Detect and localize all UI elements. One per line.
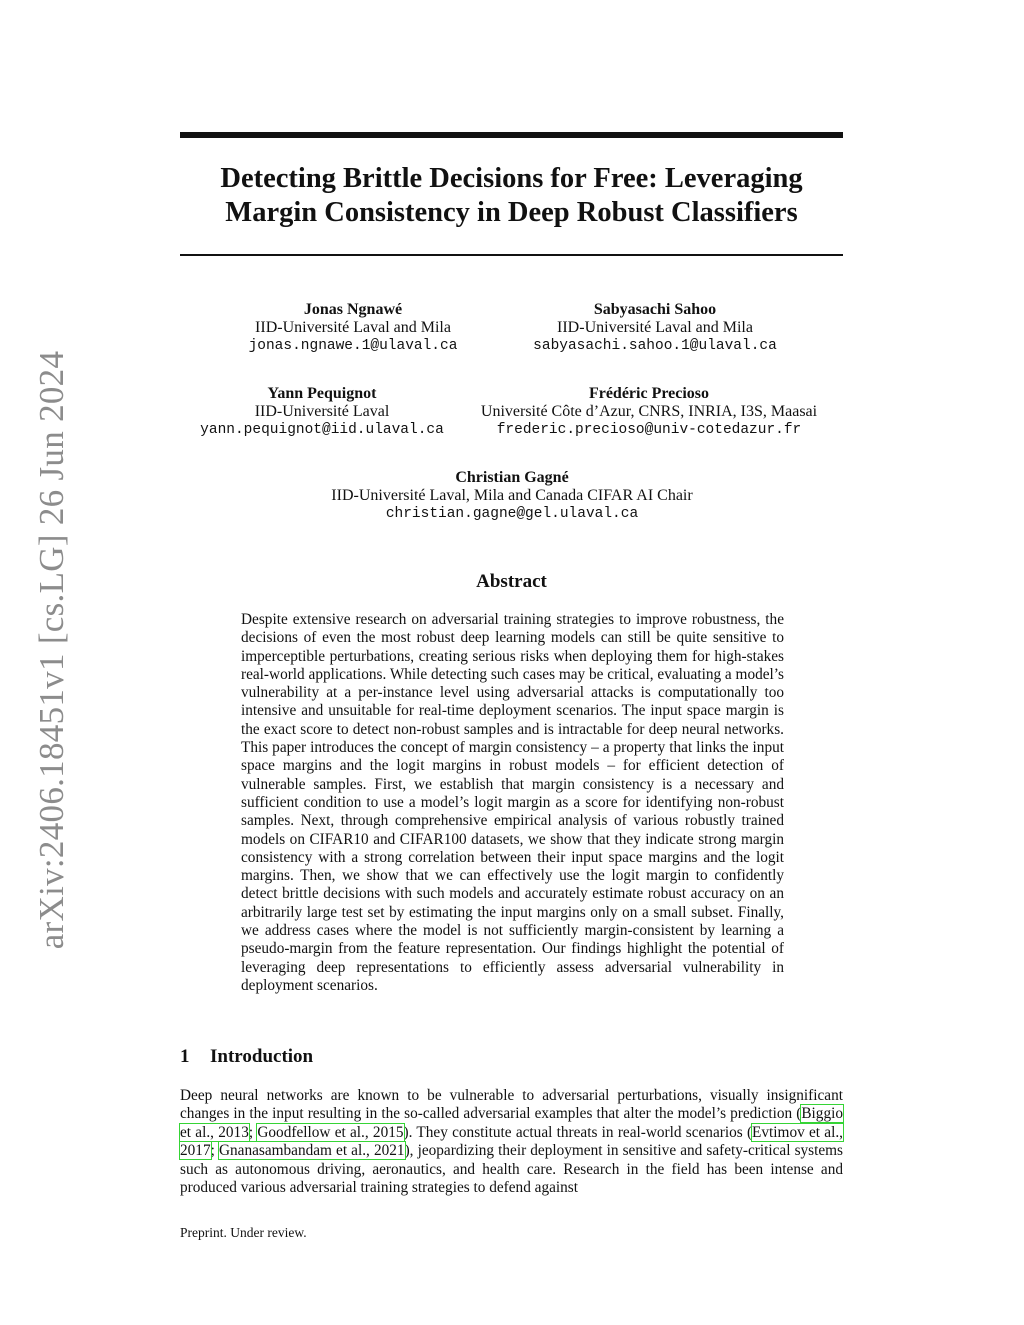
author-block [249,301,458,355]
abstract-text: Despite extensive research on adversarial training strategies to improve robustness, the decisions of even the most robust deep learning models can still be quite sensitive to imperceptible perturbations, creating serious risks when deploying them for high-stakes real-world applications. While detecting such cases may be critical, evaluating a model’s vulnerability at a per-instance level using adversarial attacks is computationally too intensive and unsuitable for real-time deployment scenarios. The input space margin is the exact score to detect non-robust samples and is intractable for deep neural networks. This paper introduces the concept of margin consistency – a property that links the input space margins and the logit margins in robust models – for efficient detection of vulnerable samples. First, we establish that margin consistency is a necessary and sufficient condition to use a model’s logit margin as a score for identifying non-robust samples. Next, through comprehensive empirical analysis of various robustly trained models on CIFAR10 and CIFAR100 datasets, we show that they indicate strong margin consistency with a strong correlation between their input space margins and the logit margins. Then, we show that we can effectively use the logit margin to confidently detect brittle decisions with such models and accurately estimate robust accuracy on an arbitrarily large test set by estimating the input margins only on a small subset. Finally, we address cases where the model is not sufficiently margin-consistent by learning a pseudo-margin from the feature representation. Our findings highlight the potential of leveraging deep representations to efficiently assess adversarial vulnerability in deployment scenarios. [241,611,784,994]
title-rule-bottom [180,254,843,256]
author-name: Christian Gagné [455,469,569,486]
citation-link[interactable]: Evtimov et al., 2017 [180,1123,843,1160]
author-affiliation: IID-Université Laval and Mila [557,319,753,336]
author-affiliation: Université Côte d’Azur, CNRS, INRIA, I3S, Maasai [480,403,818,420]
paper-title [180,162,843,230]
author-affiliation: IID-Université Laval, Mila and Canada CIFAR AI Chair [331,487,693,504]
author-affiliation: IID-Université Laval [254,403,390,420]
author-email[interactable]: sabyasachi.sahoo.1@ulaval.ca [533,338,777,354]
author-affiliation: IID-Université Laval and Mila [255,319,451,336]
author-block [533,301,777,355]
author-block [331,469,692,523]
section-heading [180,1046,313,1068]
author-email[interactable]: jonas.ngnawe.1@ulaval.ca [248,338,458,354]
intro-paragraph [180,1087,843,1197]
intro-text: ). They constitute actual threats in real-world scenarios ( [403,1123,753,1141]
author-block [200,385,444,439]
author-name: Sabyasachi Sahoo [593,301,717,318]
intro-text: ), jeopardizing their deployment in sensitive and safety-critical systems such as autonomous driving, aeronautics, and health care. Research in the field has been intense and produced various adversarial training strategies to defend against [180,1142,844,1197]
title-line-1: Detecting Brittle Decisions for Free: Leveraging [220,163,803,194]
author-email[interactable]: christian.gagne@gel.ulaval.ca [385,506,639,522]
title-line-2: Margin Consistency in Deep Robust Classifiers [225,197,798,228]
author-name: Yann Pequignot [267,385,377,402]
intro-text: Deep neural networks are known to be vulnerable to adversarial perturbations, visually insignificant changes in the input resulting in the so-called adversarial examples that alter the model’s prediction ( [180,1087,843,1123]
citation-link[interactable]: Gnanasambandam et al., 2021 [218,1142,405,1160]
author-name: Jonas Ngnawé [303,301,403,318]
author-name: Frédéric Precioso [588,385,710,402]
author-block [481,385,817,439]
abstract-heading: Abstract [476,571,547,592]
author-email[interactable]: yann.pequignot@iid.ulaval.ca [200,422,444,438]
citation-link[interactable]: Biggio et al., 2013 [180,1105,843,1141]
section-number: 1 [180,1046,190,1067]
title-rule-top [180,132,843,138]
citation-link[interactable]: Goodfellow et al., 2015 [257,1123,404,1141]
arxiv-stamp: arXiv:2406.18451v1 [cs.LG] 26 Jun 2024 [32,350,71,950]
intro-text: ; [248,1123,258,1141]
footer-note: Preprint. Under review. [180,1225,307,1240]
author-email[interactable]: frederic.precioso@univ-cotedazur.fr [496,422,802,438]
intro-text: ; [210,1142,219,1160]
section-title: Introduction [210,1046,314,1067]
